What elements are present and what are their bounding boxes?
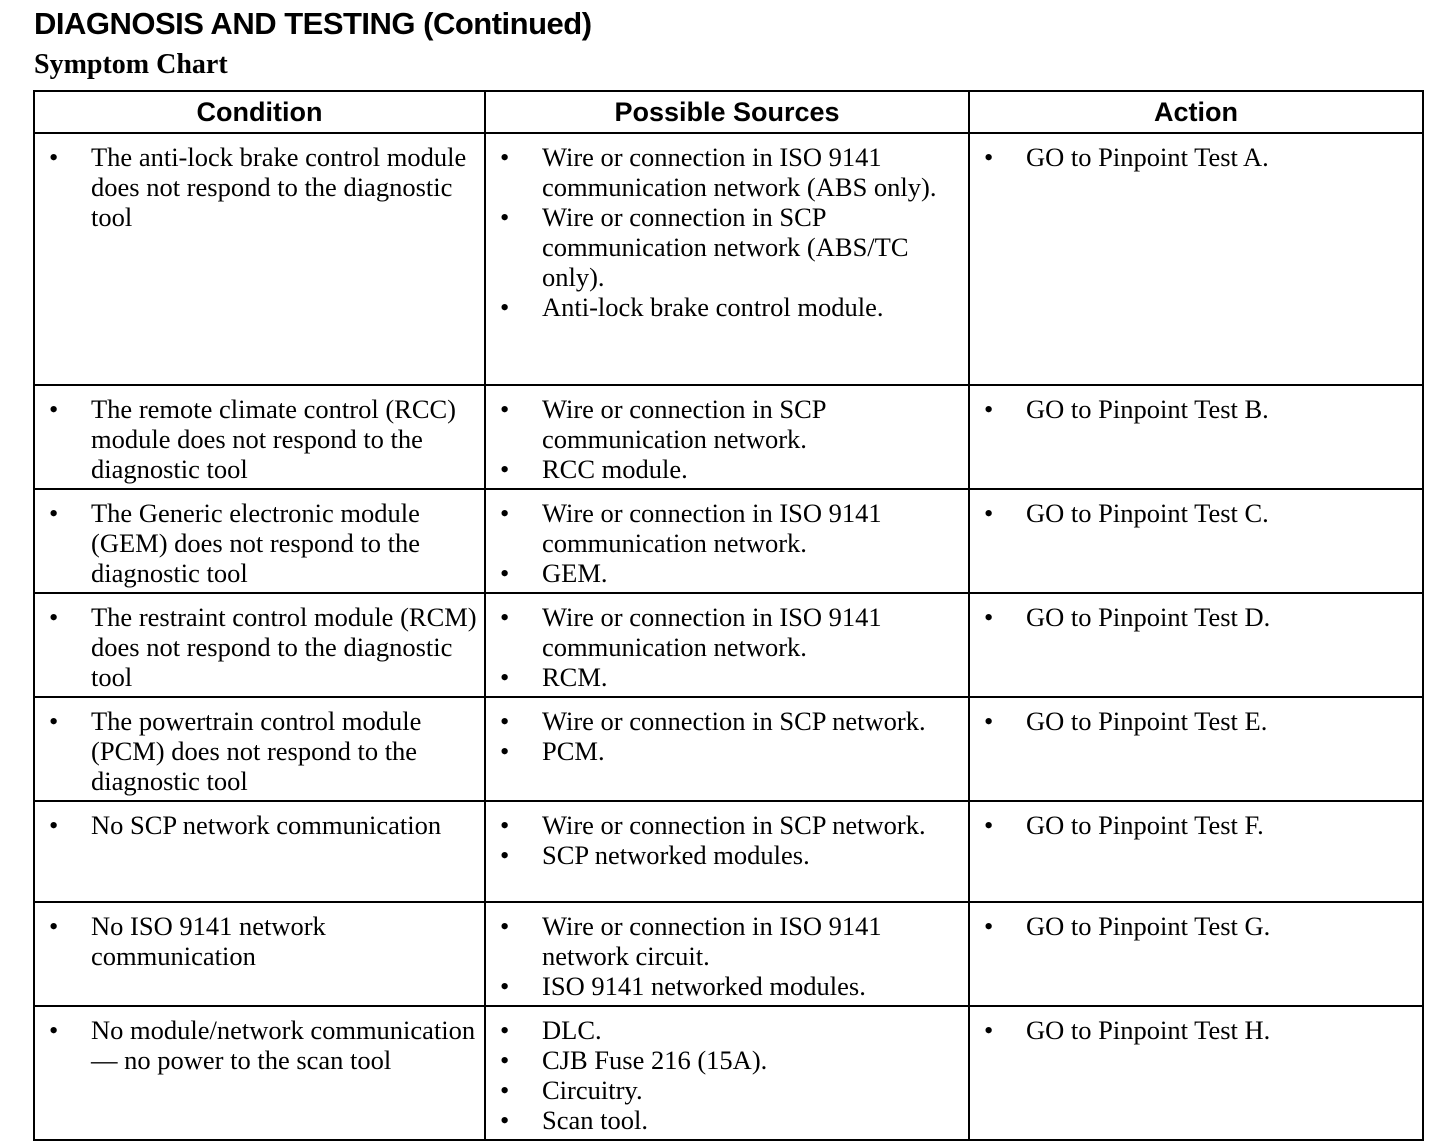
column-header-action: Action [969, 91, 1423, 133]
condition-text: • No ISO 9141 network communication [35, 911, 480, 971]
possible-sources-list [486, 903, 968, 1005]
action-list [970, 698, 1422, 740]
action-text: • GO to Pinpoint Test F. [970, 810, 1418, 840]
possible-sources-list [486, 594, 968, 696]
table-row [34, 902, 1423, 1006]
condition-cell [34, 489, 485, 593]
possible-source-item: • Wire or connection in SCP communication network. [486, 394, 964, 454]
possible-sources-list [486, 802, 968, 874]
possible-source-item: • Wire or connection in ISO 9141 communication network. [486, 602, 964, 662]
possible-sources-list [486, 490, 968, 592]
possible-source-item: • Wire or connection in SCP network. [486, 810, 964, 840]
action-text: • GO to Pinpoint Test E. [970, 706, 1418, 736]
condition-cell [34, 1006, 485, 1140]
condition-list [35, 490, 484, 592]
action-list [970, 903, 1422, 945]
possible-source-item: • Wire or connection in SCP communication network (ABS/TC only). [486, 202, 964, 292]
action-list [970, 134, 1422, 176]
possible-sources-list [486, 1007, 968, 1139]
action-text: • GO to Pinpoint Test B. [970, 394, 1418, 424]
possible-sources-list [486, 134, 968, 326]
condition-cell [34, 801, 485, 902]
action-text: • GO to Pinpoint Test H. [970, 1015, 1418, 1045]
column-header-condition: Condition [34, 91, 485, 133]
action-text: • GO to Pinpoint Test D. [970, 602, 1418, 632]
possible-sources-cell [485, 133, 969, 385]
action-list [970, 594, 1422, 636]
action-list [970, 490, 1422, 532]
action-list [970, 802, 1422, 844]
possible-source-item: • Wire or connection in ISO 9141 communication network. [486, 498, 964, 558]
possible-source-item: • RCM. [486, 662, 964, 692]
possible-sources-cell [485, 801, 969, 902]
action-cell [969, 133, 1423, 385]
condition-list [35, 802, 484, 844]
table-row [34, 1006, 1423, 1140]
action-cell [969, 902, 1423, 1006]
condition-list [35, 134, 484, 236]
condition-cell [34, 593, 485, 697]
possible-source-item: • Scan tool. [486, 1105, 964, 1135]
table-row [34, 593, 1423, 697]
symptom-chart-table [33, 90, 1424, 1141]
action-cell [969, 801, 1423, 902]
condition-text: • No SCP network communication [35, 810, 480, 840]
action-text: • GO to Pinpoint Test A. [970, 142, 1418, 172]
action-cell [969, 593, 1423, 697]
possible-sources-cell [485, 593, 969, 697]
condition-text: • The powertrain control module (PCM) does not respond to the diagnostic tool [35, 706, 480, 796]
possible-source-item: • ISO 9141 networked modules. [486, 971, 964, 1001]
possible-sources-list [486, 698, 968, 770]
possible-sources-cell [485, 902, 969, 1006]
page-title: DIAGNOSIS AND TESTING (Continued) [34, 6, 592, 41]
action-cell [969, 385, 1423, 489]
possible-source-item: • SCP networked modules. [486, 840, 964, 870]
condition-cell [34, 697, 485, 801]
possible-sources-cell [485, 489, 969, 593]
possible-source-item: • RCC module. [486, 454, 964, 484]
condition-cell [34, 133, 485, 385]
action-text: • GO to Pinpoint Test C. [970, 498, 1418, 528]
condition-list [35, 386, 484, 488]
possible-sources-cell [485, 697, 969, 801]
condition-text: • The anti-lock brake control module does not respond to the diagnostic tool [35, 142, 480, 232]
table-header-row [34, 91, 1423, 133]
possible-source-item: • Circuitry. [486, 1075, 964, 1105]
possible-sources-cell [485, 1006, 969, 1140]
possible-source-item: • CJB Fuse 216 (15A). [486, 1045, 964, 1075]
condition-text: • The restraint control module (RCM) does not respond to the diagnostic tool [35, 602, 480, 692]
condition-cell [34, 385, 485, 489]
condition-cell [34, 902, 485, 1006]
table-row [34, 697, 1423, 801]
section-subtitle: Symptom Chart [34, 49, 228, 80]
condition-text: • No module/network communication — no power to the scan tool [35, 1015, 480, 1075]
action-text: • GO to Pinpoint Test G. [970, 911, 1418, 941]
action-cell [969, 489, 1423, 593]
possible-sources-cell [485, 385, 969, 489]
condition-list [35, 594, 484, 696]
possible-source-item: • Anti-lock brake control module. [486, 292, 964, 322]
possible-source-item: • GEM. [486, 558, 964, 588]
table-body [34, 133, 1423, 1140]
action-list [970, 1007, 1422, 1049]
condition-text: • The remote climate control (RCC) module does not respond to the diagnostic tool [35, 394, 480, 484]
action-list [970, 386, 1422, 428]
column-header-possible-sources: Possible Sources [485, 91, 969, 133]
condition-text: • The Generic electronic module (GEM) does not respond to the diagnostic tool [35, 498, 480, 588]
possible-source-item: • Wire or connection in ISO 9141 network circuit. [486, 911, 964, 971]
possible-sources-list [486, 386, 968, 488]
action-cell [969, 1006, 1423, 1140]
table-row [34, 133, 1423, 385]
possible-source-item: • Wire or connection in ISO 9141 communication network (ABS only). [486, 142, 964, 202]
condition-list [35, 903, 484, 975]
possible-source-item: • PCM. [486, 736, 964, 766]
table-row [34, 385, 1423, 489]
possible-source-item: • Wire or connection in SCP network. [486, 706, 964, 736]
condition-list [35, 1007, 484, 1079]
condition-list [35, 698, 484, 800]
table-row [34, 489, 1423, 593]
action-cell [969, 697, 1423, 801]
table-row [34, 801, 1423, 902]
possible-source-item: • DLC. [486, 1015, 964, 1045]
